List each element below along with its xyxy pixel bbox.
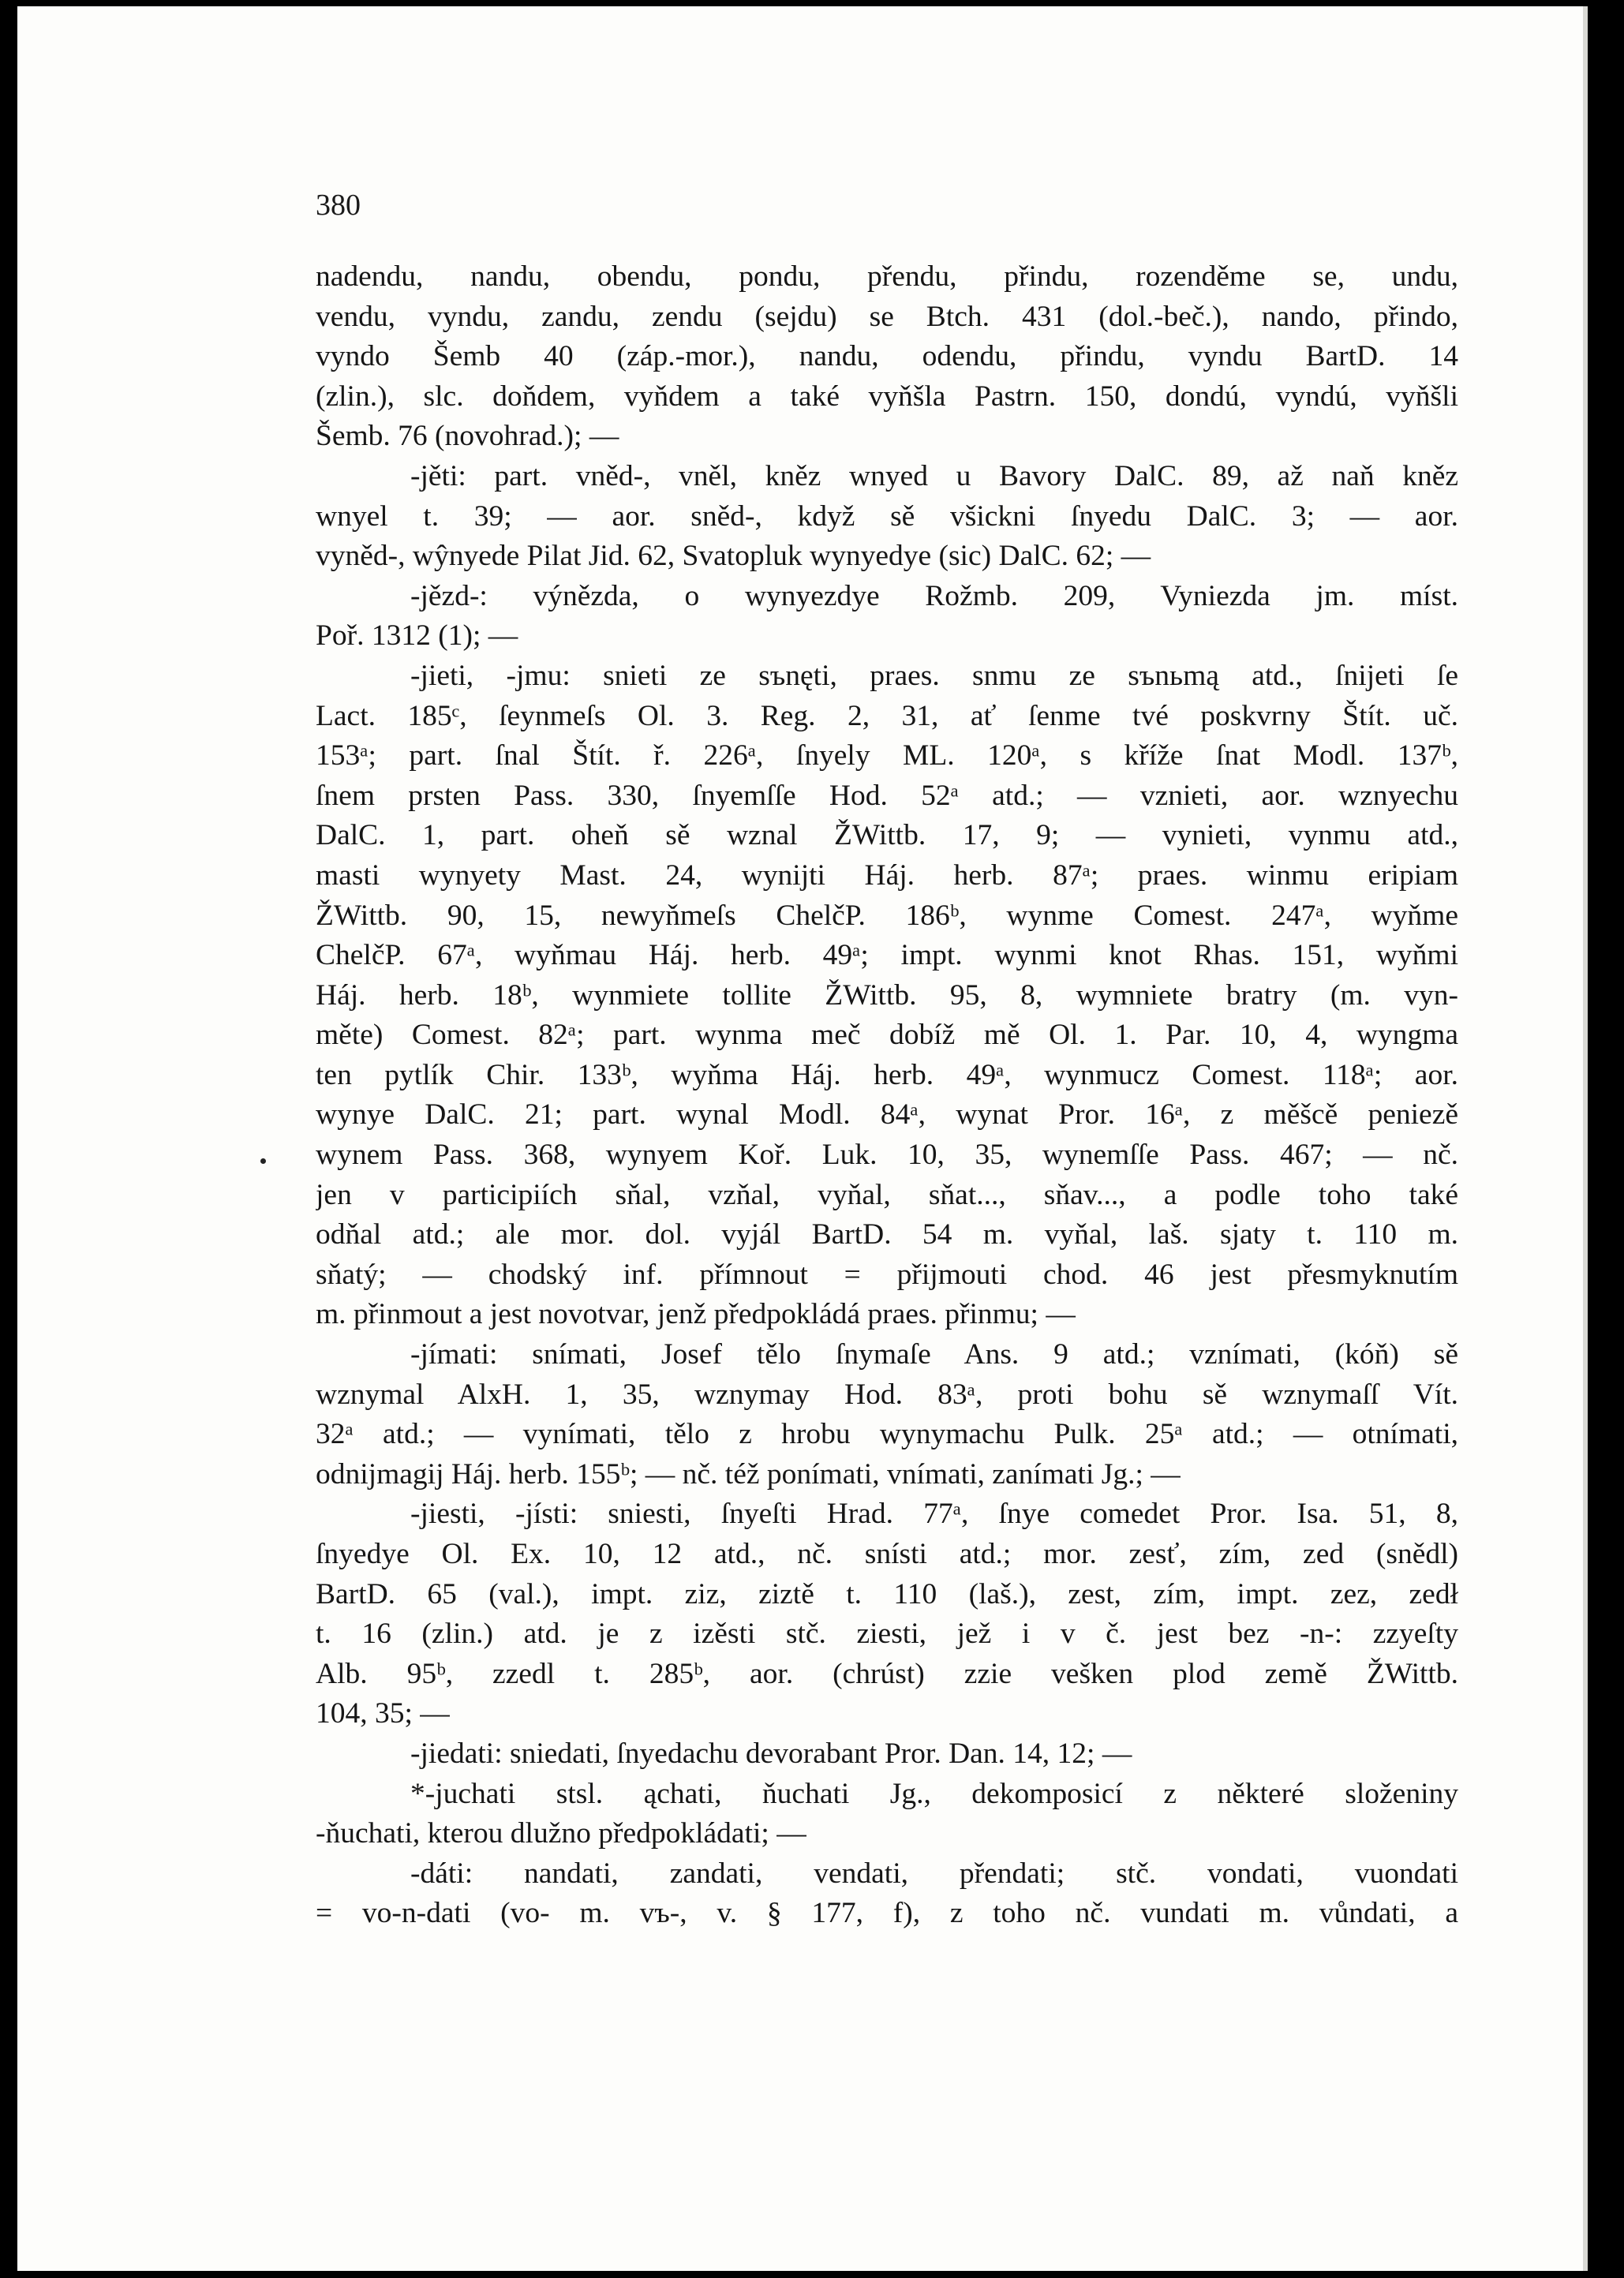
text-line: ten pytlík Chir. 133ᵇ, wyňma Háj. herb. 49ᵃ, wynmucz Comest. 118ᵃ; aor.	[316, 1058, 1458, 1091]
text-line: -jieti, -jmu: snieti ze sъnęti, praes. snmu ze sъnьmą atd., ſnijeti ſe	[410, 659, 1458, 692]
text-line: ChelčP. 67ᵃ, wyňmau Háj. herb. 49ᵃ; impt. wynmi knot Rhas. 151, wyňmi	[316, 939, 1458, 972]
text-line: 153ᵃ; part. ſnal Štít. ř. 226ᵃ, ſnyely ML. 120ᵃ, s kříže ſnat Modl. 137ᵇ,	[316, 739, 1458, 772]
text-line: -dáti: nandati, zandati, vendati, přendati; stč. vondati, vuondati	[410, 1857, 1458, 1890]
text-line: jen v participiích sňal, vzňal, vyňal, sňat..., sňav..., a podle toho také	[316, 1178, 1458, 1211]
text-line: wznymal AlxH. 1, 35, wznymay Hod. 83ᵃ, proti bohu sě wznymaſſ Vít.	[316, 1378, 1458, 1411]
text-line: vendu, vyndu, zandu, zendu (sejdu) se Btch. 431 (dol.-beč.), nando, přindo,	[316, 300, 1458, 333]
text-line: ſnem prsten Pass. 330, ſnyemſſe Hod. 52ᵃ atd.; — vznieti, aor. wznyechu	[316, 779, 1458, 812]
book-page	[17, 6, 1588, 2271]
text-line: nadendu, nandu, obendu, pondu, přendu, přindu, rozenděme se, undu,	[316, 260, 1458, 293]
text-line: ſnyedye Ol. Ex. 10, 12 atd., nč. snísti atd.; mor. zesť, zím, zed (snědl)	[316, 1538, 1458, 1570]
text-line: 104, 35; —	[316, 1697, 450, 1730]
text-line: -jiesti, -jísti: sniesti, ſnyeſti Hrad. 77ᵃ, ſnye comedet Pror. Isa. 51, 8,	[410, 1498, 1458, 1531]
text-line: = vo-n-dati (vo- m. vъ-, v. § 177, f), z toho nč. vundati m. vůndati, a	[316, 1897, 1458, 1930]
text-line: Alb. 95ᵇ, zzedl t. 285ᵇ, aor. (chrúst) zzie vešken plod země ŽWittb.	[316, 1657, 1458, 1690]
text-line: m. přinmout a jest novotvar, jenž předpokládá praes. přinmu; —	[316, 1298, 1076, 1331]
scan-speck	[260, 1158, 266, 1164]
text-line: t. 16 (zlin.) atd. je z izěsti stč. ziesti, jež i v č. jest bez -n-: zzyeſty	[316, 1618, 1458, 1651]
text-line: -jěti: part. vněd-, vněl, kněz wnyed u Bavory DalC. 89, až naň kněz	[410, 459, 1458, 492]
text-line: sňatý; — chodský inf. přímnout = přijmouti chod. 46 jest přesmyknutím	[316, 1258, 1458, 1291]
text-line: -jiedati: sniedati, ſnyedachu devorabant Pror. Dan. 14, 12; —	[410, 1737, 1132, 1770]
text-line: wynye DalC. 21; part. wynal Modl. 84ᵃ, wynat Pror. 16ᵃ, z měšcě peniezě	[316, 1098, 1458, 1132]
text-line: Háj. herb. 18ᵇ, wynmiete tollite ŽWittb. 95, 8, wymniete bratry (m. vyn-	[316, 978, 1458, 1012]
text-line: BartD. 65 (val.), impt. ziz, ziztě t. 110 (laš.), zest, zím, impt. zez, zedł	[316, 1577, 1458, 1610]
text-line: Poř. 1312 (1); —	[316, 619, 518, 653]
text-line: DalC. 1, part. oheň sě wznal ŽWittb. 17, 9; — vynieti, vynmu atd.,	[316, 819, 1458, 852]
text-line: -jězd-: výnězda, o wynyezdye Rožmb. 209, Vyniezda jm. míst.	[410, 579, 1458, 612]
text-line: wnyel t. 39; — aor. sněd-, když sě všickni ſnyedu DalC. 3; — aor.	[316, 499, 1458, 533]
body-text	[316, 257, 1458, 1934]
text-line: odnijmagij Háj. herb. 155ᵇ; — nč. též ponímati, vnímati, zanímati Jg.; —	[316, 1457, 1181, 1491]
text-line: -ňuchati, kterou dlužno předpokládati; —	[316, 1817, 806, 1850]
text-line: wynem Pass. 368, wynyem Koř. Luk. 10, 35, wynemſſe Pass. 467; — nč.	[316, 1139, 1458, 1172]
text-line: -jímati: snímati, Josef tělo ſnymaſe Ans. 9 atd.; vznímati, (kóň) sě	[410, 1338, 1458, 1371]
text-line: vyněd-, wŷnyede Pilat Jid. 62, Svatopluk wynyedye (sic) DalC. 62; —	[316, 540, 1151, 573]
page-number: 380	[316, 189, 361, 222]
text-line: ŽWittb. 90, 15, newyňmeſs ChelčP. 186ᵇ, wynme Comest. 247ᵃ, wyňme	[316, 899, 1458, 932]
text-line: Lact. 185ᶜ, ſeynmeſs Ol. 3. Reg. 2, 31, ať ſenme tvé poskvrny Štít. uč.	[316, 699, 1458, 732]
text-line: odňal atd.; ale mor. dol. vyjál BartD. 54 m. vyňal, laš. sjaty t. 110 m.	[316, 1218, 1458, 1251]
text-line: vyndo Šemb 40 (záp.-mor.), nandu, odendu, přindu, vyndu BartD. 14	[316, 340, 1458, 373]
text-line: (zlin.), slc. doňdem, vyňdem a také vyňšla Pastrn. 150, dondú, vyndú, vyňšli	[316, 380, 1458, 413]
text-line: 32ᵃ atd.; — vynímati, tělo z hrobu wynymachu Pulk. 25ᵃ atd.; — otnímati,	[316, 1418, 1458, 1451]
text-line: *-juchati stsl. ąchati, ňuchati Jg., dekomposicí z některé složeniny	[410, 1777, 1458, 1810]
text-line: měte) Comest. 82ᵃ; part. wynma meč dobíž mě Ol. 1. Par. 10, 4, wyngma	[316, 1019, 1458, 1052]
text-line: Šemb. 76 (novohrad.); —	[316, 420, 619, 453]
text-line: masti wynyety Mast. 24, wynijti Háj. herb. 87ᵃ; praes. winmu eripiam	[316, 858, 1458, 892]
